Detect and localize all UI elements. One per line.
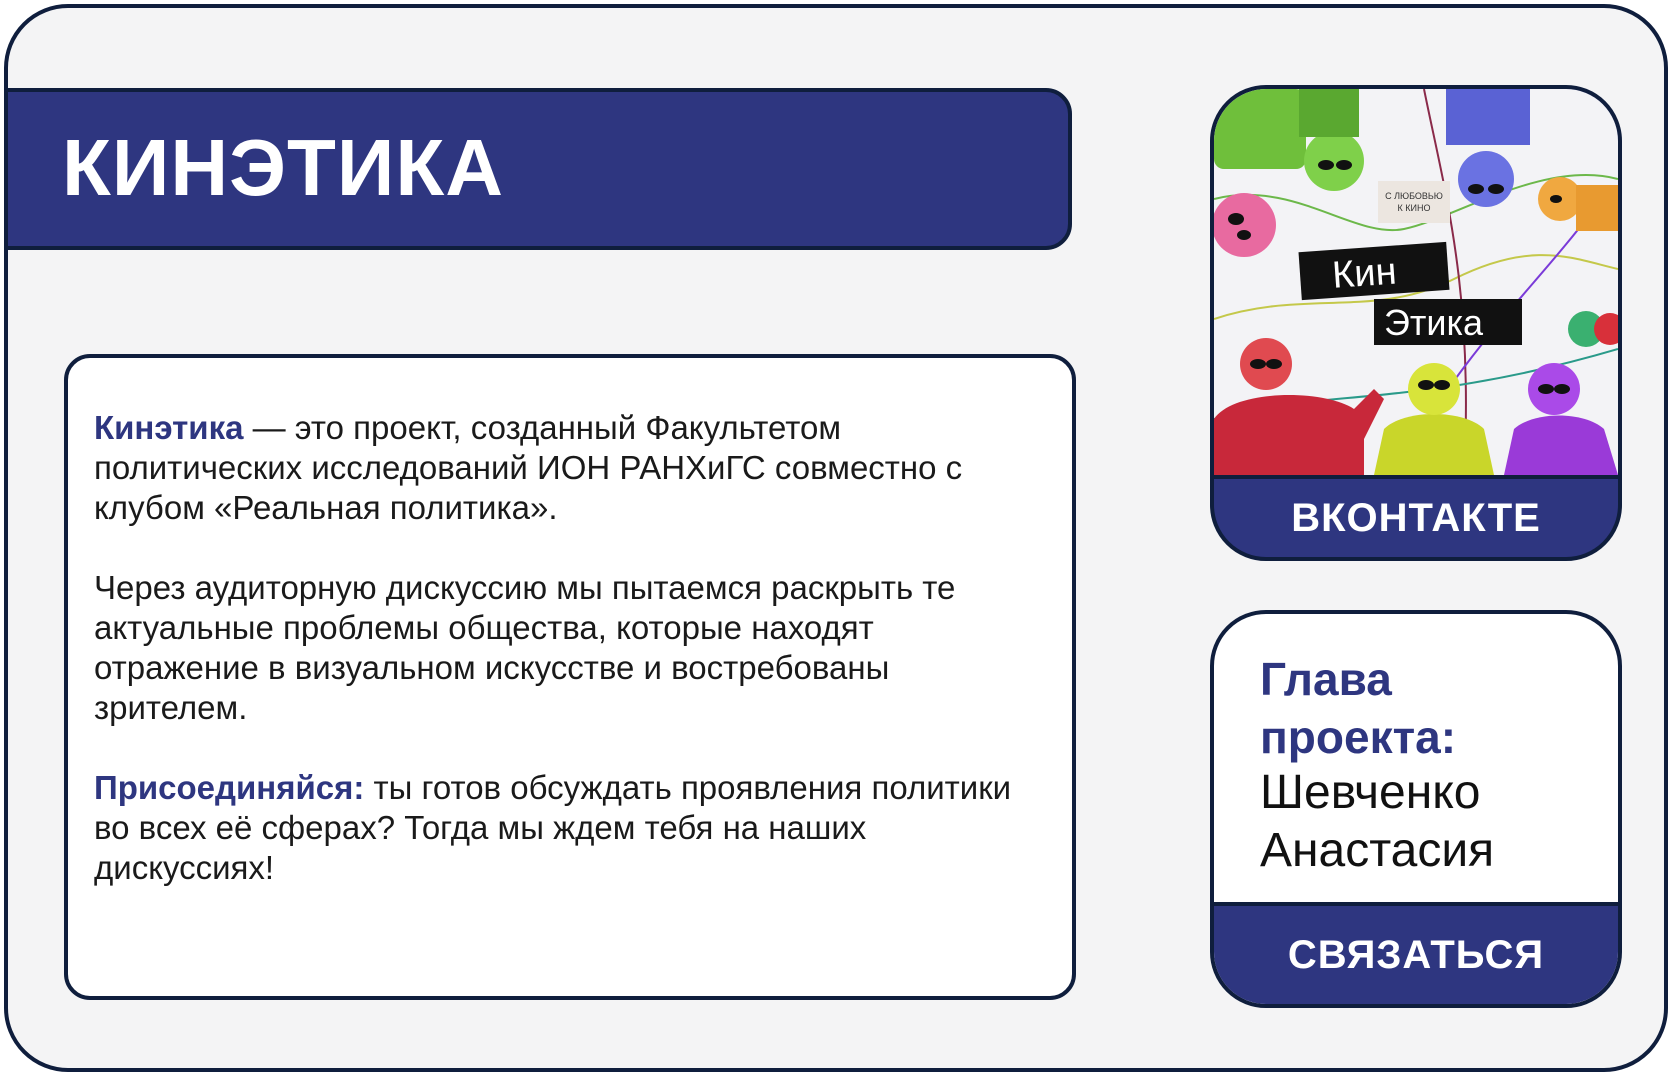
head-surname: Шевченко [1260,766,1481,819]
page-title: КИНЭТИКА [62,123,504,212]
description-text-3: ты готов обсуждать проявления политики во всех её сферах? Тогда мы ждем тебя на наших дискуссиях! [94,769,1012,886]
project-head-name [1260,764,1494,880]
poster-tagline-2: К КИНО [1397,203,1431,213]
join-label: Присоединяйся: [94,769,365,806]
project-head-card [1210,610,1622,1008]
title-banner [4,88,1072,250]
poster-image [1214,89,1618,479]
vk-card[interactable] [1210,85,1622,561]
description-box [64,354,1076,1000]
poster-logo-2: Этика [1384,302,1484,343]
description-paragraph-1 [94,408,1046,528]
vk-button[interactable]: ВКОНТАКТЕ [1291,495,1541,540]
description-paragraph-3 [94,768,1046,888]
poster-tagline-1: С ЛЮБОВЬЮ [1385,191,1443,201]
contact-button[interactable]: СВЯЗАТЬСЯ [1214,902,1618,1004]
description-paragraph-2: Через аудиторную дискуссию мы пытаемся раскрыть те актуальные проблемы общества, которые находят отражение в визуальном искусстве и востребованы зрителем. [94,569,956,726]
head-firstname: Анастасия [1260,824,1495,877]
project-head-label: Глава проекта: [1260,653,1457,763]
poster-logo-1: Кин [1330,250,1398,297]
project-name: Кинэтика [94,409,244,446]
description-text-1: — это проект, созданный Факультетом политических исследований ИОН РАНХиГС совместно с клубом «Реальная политика». [94,409,963,526]
club-card [4,4,1668,1072]
poster-artwork [1214,89,1618,475]
